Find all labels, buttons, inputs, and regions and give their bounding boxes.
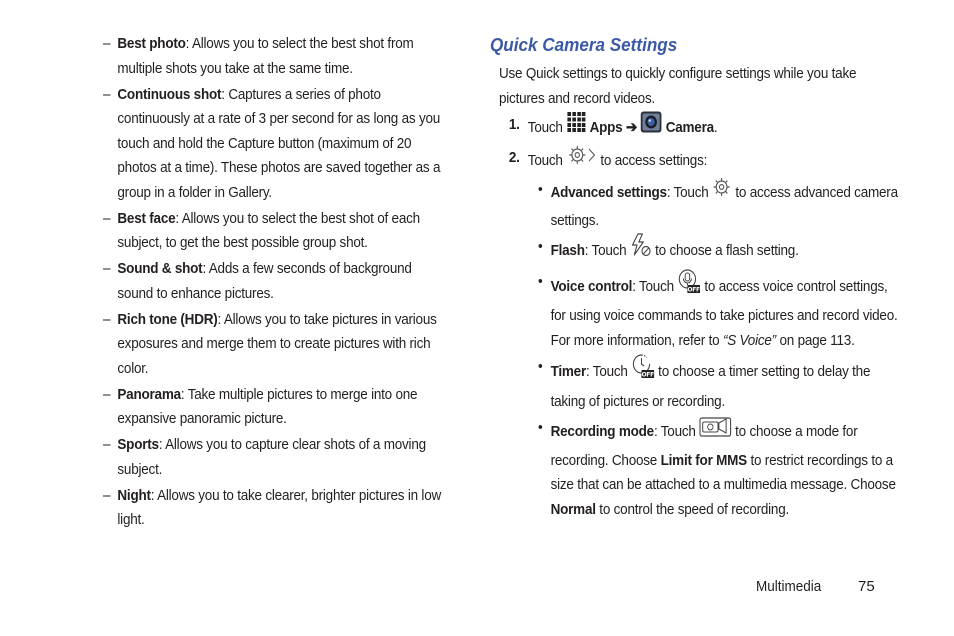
list-item: • Recording mode: Touch to choose a mode for recording. Choose Limit for MMS to restrict recordings to a size that can be attached to a multimedia message. Choose Normal to control the speed of recording. <box>538 416 902 522</box>
apps-icon <box>566 111 586 142</box>
camera-app-icon <box>641 111 663 142</box>
step-1: 1. Touch Apps ➔ Camera. <box>490 113 897 144</box>
list-item: • Flash: Touch to choose a flash setting. <box>538 235 902 268</box>
item-term: Continuous shot <box>117 85 222 103</box>
off-label: OFF <box>687 285 700 294</box>
list-item: • Voice control: Touch OFF to access voice control settings, for using voice commands to take pictures and record video. For more information, refer to “S Voice” on page 113. <box>538 270 902 354</box>
item-term: Night <box>117 486 151 504</box>
list-item: – Sound & shot: Adds a few seconds of background sound to enhance pictures. <box>103 260 412 302</box>
list-item: – Night: Allows you to take clearer, brighter pictures in low light. <box>103 486 442 528</box>
off-label: OFF <box>641 371 654 379</box>
settings-bullets <box>538 178 902 522</box>
left-column <box>103 32 445 534</box>
list-item: • Advanced settings: Touch to access advanced camera settings. <box>538 178 902 233</box>
gear-icon <box>712 176 732 207</box>
voice-control-off-icon <box>677 268 700 303</box>
recording-mode-icon <box>699 414 731 447</box>
cross-reference: “S Voice” <box>722 331 776 349</box>
item-desc: : Allows you to take pictures in various exposures and merge them to create pictures with rich color. <box>117 310 437 377</box>
list-item: • Timer: Touch OFF to choose a timer setting to delay the taking of pictures or recording. <box>538 355 902 414</box>
flash-icon <box>630 233 652 266</box>
item-term: Sound & shot <box>117 260 203 277</box>
item-term: Panorama <box>117 385 181 403</box>
item-desc: : Allows you to select the best shot from multiple shots you take at the same time. <box>117 35 414 77</box>
intro-paragraph: Use Quick settings to quickly configure settings while you take pictures and record videos. <box>499 65 857 107</box>
arrow-glyph: ➔ <box>625 119 638 137</box>
item-desc: : Captures a series of photo continuously at a rate of 3 per second for as long as you touch and hold the Capture button (maximum of 20 photos at a time). These photos are saved together as a group in a folder in Gallery. <box>117 85 441 201</box>
list-item: – Continuous shot: Captures a series of photo continuously at a rate of 3 per second for as long as you touch and hold the Capture button (maximum of 20 photos at a time). These photos are saved together as a group in a folder in Gallery. <box>103 85 441 201</box>
list-item: – Sports: Allows you to capture clear shots of a moving subject. <box>103 436 426 478</box>
item-desc: : Adds a few seconds of background sound to enhance pictures. <box>117 260 412 302</box>
section-heading: Quick Camera Settings <box>490 35 678 55</box>
item-desc: : Allows you to select the best shot of each subject, to get the best possible group shot. <box>117 209 420 251</box>
list-item: – Panorama: Take multiple pictures to merge into one expansive panoramic picture. <box>103 385 418 427</box>
settings-gear-chevron-icon <box>566 144 597 175</box>
item-desc: : Allows you to take clearer, brighter pictures in low light. <box>117 486 442 528</box>
item-desc: : Allows you to capture clear shots of a moving subject. <box>117 436 426 478</box>
step-2: 2. Touch to access settings: <box>490 146 897 177</box>
step-number: 1. <box>508 116 520 133</box>
item-term: Sports <box>117 436 159 453</box>
timer-off-icon <box>631 353 654 388</box>
item-desc: : Take multiple pictures to merge into one expansive panoramic picture. <box>117 385 418 427</box>
item-term: Best face <box>117 209 176 227</box>
footer-section-name: Multimedia <box>756 578 822 595</box>
item-term: Best photo <box>117 35 186 52</box>
item-term: Rich tone (HDR) <box>117 310 218 328</box>
list-item: – Best photo: Allows you to select the best shot from multiple shots you take at the same time. <box>103 35 414 77</box>
page-number: 75 <box>858 578 875 595</box>
list-item: – Best face: Allows you to select the best shot of each subject, to get the best possible group shot. <box>103 209 420 251</box>
right-column <box>490 32 942 524</box>
list-item: – Rich tone (HDR): Allows you to take pictures in various exposures and merge them to create pictures with rich color. <box>103 310 437 377</box>
step-number: 2. <box>508 148 520 166</box>
